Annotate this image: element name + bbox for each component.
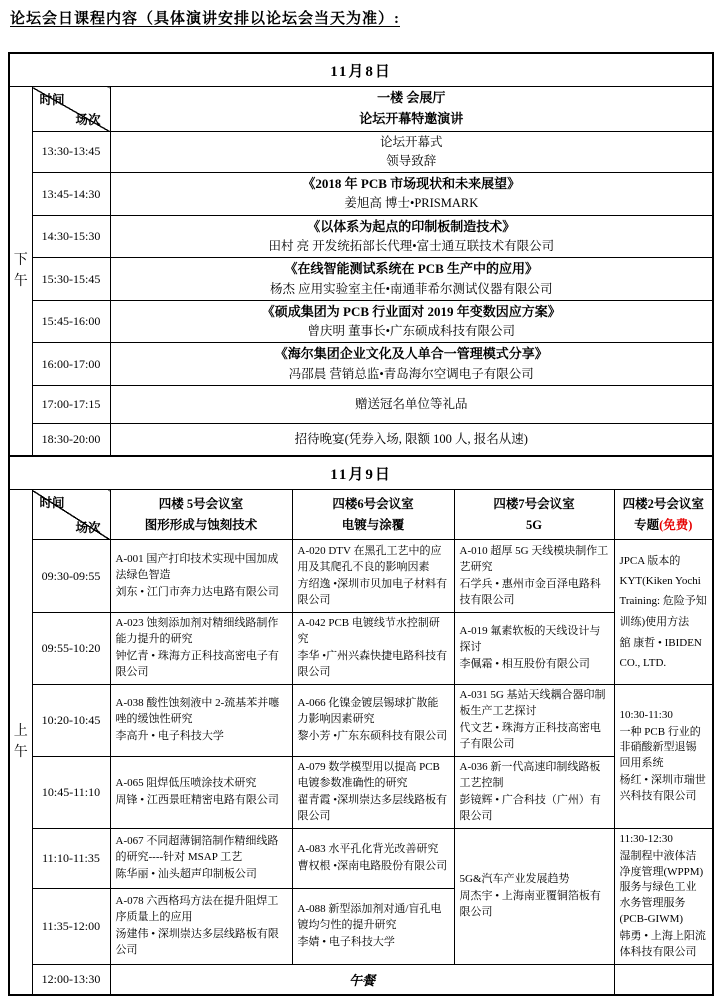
time-cell: 09:30-09:55 <box>32 540 110 613</box>
session-title: A-020 DTV 在黑孔工艺中的应用及其爬孔不良的影响因素 <box>297 545 442 573</box>
time-cell: 09:55-10:20 <box>32 613 110 685</box>
session-title: 《海尔集团企业文化及人单合一管理模式分享》 <box>274 346 548 362</box>
session-cell <box>292 888 454 965</box>
time-cell: 14:30-15:30 <box>32 215 110 258</box>
session-title: A-067 不同超薄铜箔制作精细线路的研究----针对 MSAP 工艺 <box>115 834 279 863</box>
room-name: 四楼6号会议室 <box>332 496 414 511</box>
corner-session-label: 场次 <box>75 112 101 127</box>
session-cell-merged <box>454 828 614 965</box>
session-cell-special <box>614 685 713 829</box>
session-title: 《硕成集团为 PCB 行业面对 2019 年变数因应方案》 <box>261 303 561 319</box>
session-speaker: 李佩霜 • 相互股份有限公司 <box>459 658 590 671</box>
session-speaker: 姜旭高 博士•PRISMARK <box>344 196 479 211</box>
time-cell: 11:10-11:35 <box>32 828 110 888</box>
lunch-cell: 午餐 <box>110 965 614 995</box>
room-topic: 5G <box>526 517 542 532</box>
period-cell-morning <box>9 490 32 995</box>
session-title: 一种 PCB 行业的非硝酸新型退锡回用系统 <box>619 725 701 770</box>
time-cell: 10:20-10:45 <box>32 685 110 757</box>
session-speaker: 田村 亮 开发统拓部长代理•富士通互联技术有限公司 <box>268 239 555 253</box>
session-cell <box>110 888 292 965</box>
session-title: A-088 新型添加剂对通/盲孔电镀均匀性的提升研究 <box>297 902 442 931</box>
date-row-nov8 <box>9 53 713 87</box>
time-cell: 15:45-16:00 <box>32 300 110 343</box>
session-speaker: 杨红 • 深圳市瑞世兴科技有限公司 <box>619 774 706 803</box>
session-title: 招待晚宴(凭券入场, 限额 100 人, 报名从速) <box>294 431 528 446</box>
session-cell <box>110 131 713 173</box>
session-title: 《在线智能测试系统在 PCB 生产中的应用》 <box>284 261 539 277</box>
room-name: 四楼2号会议室 <box>622 496 704 511</box>
time-cell: 10:45-11:10 <box>32 756 110 828</box>
session-speaker: 方绍逸 •深圳市贝加电子材料有限公司 <box>297 577 448 606</box>
session-speaker: 舘 康哲 • IBIDEN CO., LTD. <box>619 637 702 670</box>
session-cell <box>110 385 713 423</box>
session-cell <box>454 756 614 828</box>
session-cell <box>454 613 614 685</box>
session-title: A-010 超厚 5G 天线模块制作工艺研究 <box>459 545 609 573</box>
session-cell <box>110 173 713 216</box>
session-speaker: 石学兵 • 惠州市金百泽电路科技有限公司 <box>459 577 601 606</box>
period-label: 下午 <box>13 253 28 290</box>
session-title: A-078 六西格玛方法在提升阻焊工序质量上的应用 <box>115 894 279 923</box>
session-speaker: 曹权根 •深南电路股份有限公司 <box>297 859 448 872</box>
date-header: 11月8日 <box>9 53 713 87</box>
time-cell: 12:00-13:30 <box>32 965 110 995</box>
session-title: 5G&汽车产业发展趋势 <box>459 873 570 886</box>
time-cell: 13:30-13:45 <box>32 131 110 173</box>
session-title: A-019 氟素软板的天线设计与探讨 <box>459 625 601 654</box>
session-speaker: 汤建伟 • 深圳崇达多层线路板有限公司 <box>115 927 279 956</box>
session-title: A-066 化镍金镀层锡球扩散能力影响因素研究 <box>297 697 439 726</box>
session-cell <box>110 685 292 757</box>
session-speaker: 代文艺 • 珠海方正科技高密电子有限公司 <box>459 722 601 750</box>
session-cell-special <box>614 540 713 685</box>
session-cell-special <box>614 828 713 965</box>
date-header: 11月9日 <box>9 456 713 490</box>
session-speaker: 黎小芳 •广东东硕科技有限公司 <box>297 730 448 743</box>
session-speaker: 韩勇 • 上海上阳流体科技有限公司 <box>619 930 706 959</box>
room-header-2 <box>614 490 713 540</box>
session-speaker: 翟青霞 •深圳崇达多层线路板有限公司 <box>297 793 448 822</box>
session-cell <box>110 613 292 685</box>
session-cell <box>110 300 713 343</box>
room-header-6 <box>292 490 454 540</box>
session-title: A-065 阻焊低压喷涂技术研究 <box>115 776 257 789</box>
corner-header-cell <box>32 87 110 132</box>
session-cell <box>292 540 454 613</box>
session-speaker: 周杰宇 • 上海南亚覆铜箔板有限公司 <box>459 889 601 918</box>
session-speaker: 彭镜辉 • 广合科技（广州）有限公司 <box>459 793 601 822</box>
room-header-5 <box>110 490 292 540</box>
session-speaker: 杨杰 应用实验室主任•南通菲希尔测试仪器有限公司 <box>270 281 553 296</box>
session-title: 《2018 年 PCB 市场现状和未来展望》 <box>302 176 521 192</box>
period-label: 上午 <box>13 724 28 761</box>
room-topic-text: 专题 <box>634 517 660 532</box>
session-title: A-023 蚀刻添加剂对精细线路制作能力提升的研究 <box>115 617 279 646</box>
session-speaker: 陈华丽 • 汕头超声印制板公司 <box>115 867 257 880</box>
session-title: 论坛开幕式 <box>380 134 443 149</box>
session-cell <box>454 540 614 613</box>
room-name: 四楼 5号会议室 <box>158 496 244 511</box>
session-cell <box>110 343 713 386</box>
room-topic <box>619 515 709 536</box>
session-cell <box>454 685 614 757</box>
session-cell <box>110 828 292 888</box>
session-cell <box>292 756 454 828</box>
session-title: A-036 新一代高速印制线路板工艺控制 <box>459 760 601 789</box>
venue-line2: 论坛开幕特邀演讲 <box>359 110 464 126</box>
session-speaker: 曾庆明 董事长•广东硕成科技有限公司 <box>307 324 516 339</box>
session-cell <box>110 258 713 301</box>
session-time: 11:30-12:30 <box>619 832 673 845</box>
corner-time-label: 时间 <box>39 496 65 511</box>
session-title: A-038 酸性蚀刻液中 2-巯基苯并噻唑的缓蚀性研究 <box>115 697 280 726</box>
session-speaker: 周锋 • 江西景旺精密电路有限公司 <box>115 793 279 806</box>
session-title: A-042 PCB 电镀线节水控制研究 <box>297 617 440 646</box>
room-topic: 图形形成与蚀刻技术 <box>144 517 258 532</box>
corner-session-label: 场次 <box>75 521 101 536</box>
session-cell <box>292 613 454 685</box>
session-cell <box>110 215 713 258</box>
session-title: A-031 5G 基站天线耦合器印制板生产工艺探讨 <box>459 689 606 718</box>
corner-header-cell <box>32 490 110 540</box>
session-cell <box>292 828 454 888</box>
date-row-nov9 <box>9 456 713 490</box>
session-title: A-079 数学模型用以提高 PCB 电镀参数准确性的研究 <box>297 760 440 789</box>
session-cell <box>110 423 713 456</box>
venue-line1: 一楼 会展厅 <box>377 90 446 105</box>
time-cell: 18:30-20:00 <box>32 423 110 456</box>
room-topic: 电镀与涂覆 <box>341 517 405 532</box>
session-cell <box>110 540 292 613</box>
session-cell <box>292 685 454 757</box>
session-cell <box>110 756 292 828</box>
room-name: 四楼7号会议室 <box>493 496 575 511</box>
time-cell: 16:00-17:00 <box>32 343 110 386</box>
session-title: 《以体系为起点的印制板制造技术》 <box>307 218 516 234</box>
session-title: 湿制程中液体洁净度管理(WPPM)服务与绿色工业水务管理服务(PCB-GIWM) <box>619 849 704 926</box>
corner-time-label: 时间 <box>39 93 65 107</box>
session-time: 10:30-11:30 <box>619 708 673 721</box>
session-speaker: 钟忆青 • 珠海方正科技高密电子有限公司 <box>115 650 279 679</box>
session-speaker: 领导致辞 <box>386 153 437 168</box>
schedule-table <box>8 52 714 996</box>
time-cell: 17:00-17:15 <box>32 385 110 423</box>
session-speaker: 冯邵晨 营销总监•青岛海尔空调电子有限公司 <box>288 366 534 381</box>
session-speaker: 李婧 • 电子科技大学 <box>297 935 395 948</box>
time-cell: 11:35-12:00 <box>32 888 110 965</box>
time-cell: 13:45-14:30 <box>32 173 110 216</box>
empty-cell <box>614 965 713 995</box>
session-speaker: 刘东 • 江门市奔力达电路有限公司 <box>115 585 279 598</box>
page-title: 论坛会日课程内容（具体演讲安排以论坛会当天为准）: <box>10 11 400 27</box>
period-cell-afternoon <box>9 87 32 457</box>
venue-header-cell <box>110 87 713 132</box>
session-title: 赠送冠名单位等礼品 <box>355 396 468 411</box>
session-speaker: 李高升 • 电子科技大学 <box>115 730 224 743</box>
time-cell: 15:30-15:45 <box>32 258 110 301</box>
free-badge: (免费) <box>659 517 693 532</box>
session-title: JPCA 版本的 KYT(Kiken Yochi Training: 危险予知训练)使用方法 <box>619 554 707 628</box>
session-title: A-001 国产打印技术实现中国加成法绿色智造 <box>115 553 279 581</box>
session-speaker: 李华 •广州兴森快捷电路科技有限公司 <box>297 650 448 679</box>
room-header-7 <box>454 490 614 540</box>
session-title: A-083 水平孔化背光改善研究 <box>297 842 439 855</box>
